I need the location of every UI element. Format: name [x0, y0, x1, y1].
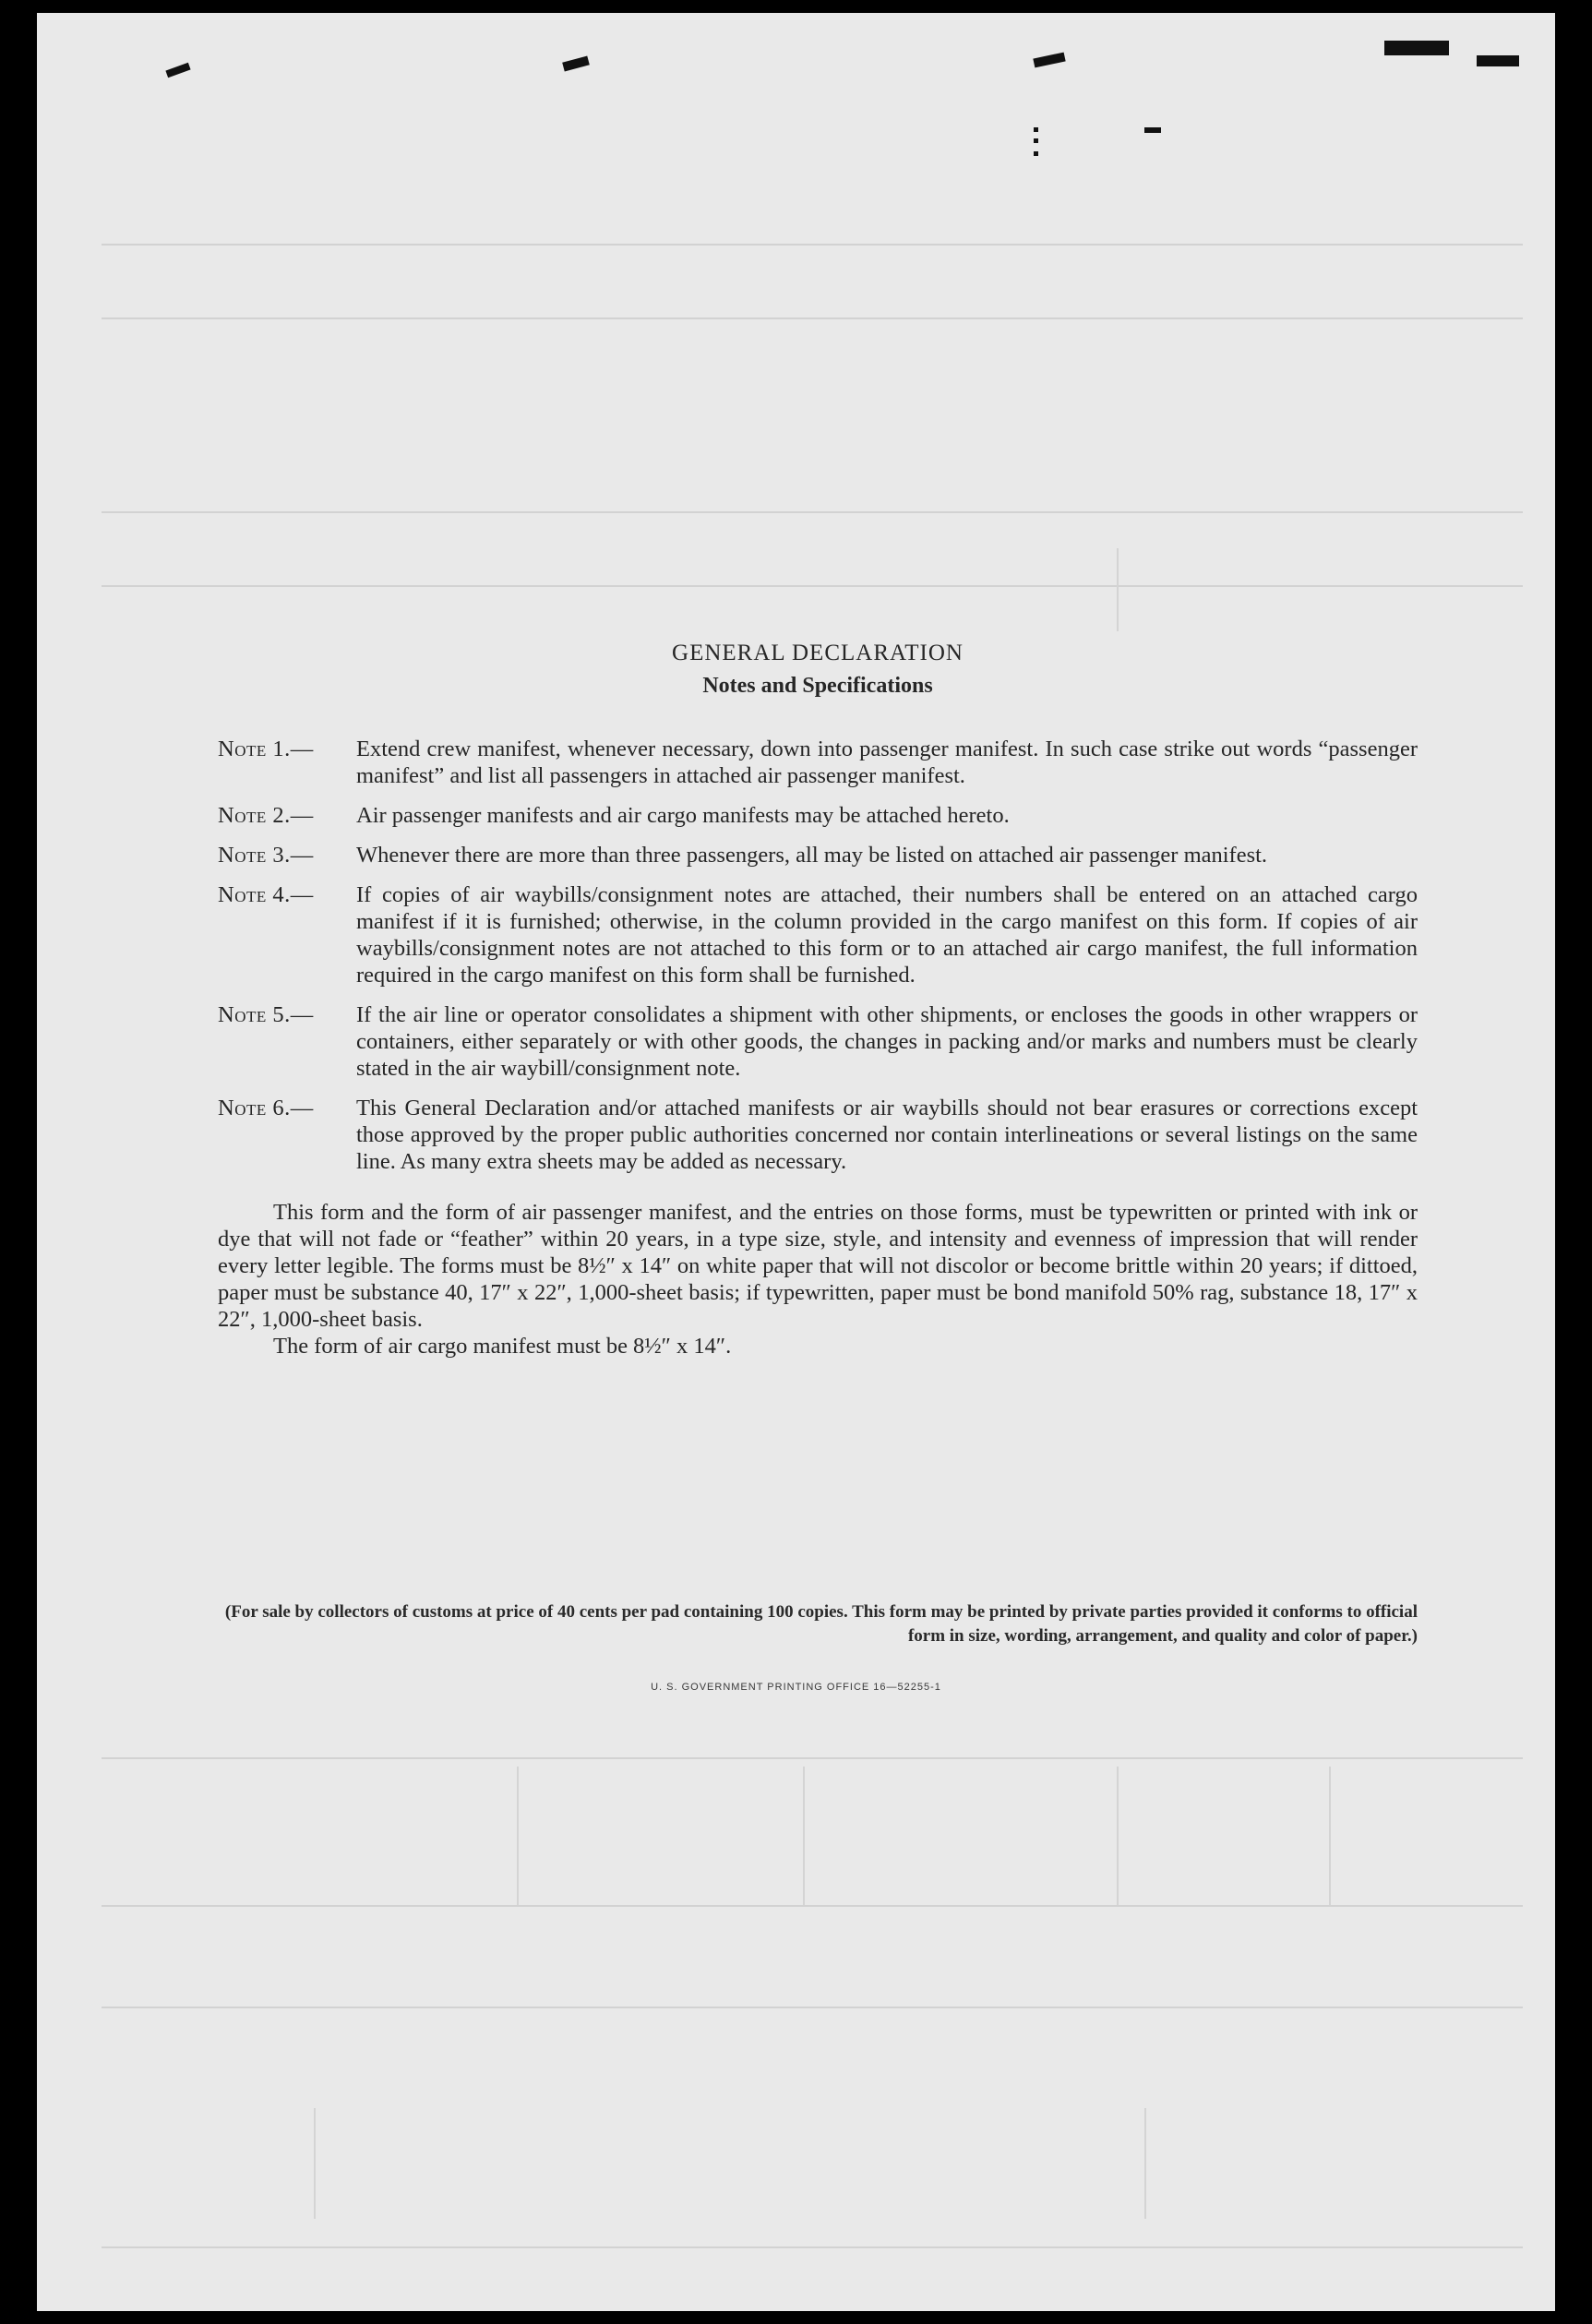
- printer-imprint: U. S. GOVERNMENT PRINTING OFFICE 16—52255-1: [651, 1682, 941, 1693]
- notes-section: [218, 641, 1418, 1360]
- note-text: Whenever there are more than three passengers, all may be listed on attached air passenger manifest.: [356, 843, 1268, 868]
- note-tag: Note 5.—: [218, 1002, 314, 1027]
- note-item: [218, 802, 1418, 829]
- specification-paragraph: This form and the form of air passenger manifest, and the entries on those forms, must be typewritten or printed with ink or dye that will not fade or “feather” within 20 years, in a type size, style, and intensity and evenness of impression that will render every letter legible. The forms must be 8½″ x 14″ on white paper that will not discolor or become brittle within 20 years; if dittoed, paper must be substance 40, 17″ x 22″, 1,000-sheet basis; if typewritten, paper must be bond manifold 50% rag, substance 18, 17″ x 22″, 1,000-sheet basis.: [218, 1200, 1418, 1332]
- note-tag: Note 3.—: [218, 843, 314, 868]
- note-text: Extend crew manifest, whenever necessary, down into passenger manifest. In such case strike out words “passenger manifest” and list all passengers in attached air passenger manifest.: [356, 737, 1418, 788]
- note-text: If copies of air waybills/consignment notes are attached, their numbers shall be entered on an attached cargo manifest if it is furnished; otherwise, in the column provided in the cargo manifest on this form. If copies of air waybills/consignment notes are not attached to this form or to an attached air cargo manifest, the full information required in the cargo manifest on this form shall be furnished.: [356, 882, 1418, 988]
- document-page: [37, 13, 1555, 2311]
- note-text: If the air line or operator consolidates a shipment with other shipments, or encloses the goods in other wrappers or containers, either separately or with other goods, the changes in packing and/or marks and numbers must be clearly stated in the air waybill/consignment note.: [356, 1002, 1418, 1081]
- note-item: [218, 1001, 1418, 1082]
- note-tag: Note 2.—: [218, 803, 314, 828]
- note-tag: Note 1.—: [218, 737, 314, 761]
- note-text: This General Declaration and/or attached manifests or air waybills should not bear erasures or corrections except those approved by the proper public authorities concerned nor contain interlineations or several listings on the same line. As many extra sheets may be added as necessary.: [356, 1096, 1418, 1174]
- note-item: [218, 1095, 1418, 1175]
- document-title: GENERAL DECLARATION: [672, 641, 964, 665]
- note-item: [218, 842, 1418, 869]
- note-item: [218, 881, 1418, 988]
- note-item: [218, 736, 1418, 789]
- note-text: Air passenger manifests and air cargo manifests may be attached hereto.: [356, 803, 1010, 828]
- note-tag: Note 6.—: [218, 1096, 314, 1120]
- note-tag: Note 4.—: [218, 882, 314, 907]
- cargo-manifest-size-line: The form of air cargo manifest must be 8½″ x 14″.: [273, 1334, 732, 1359]
- document-subtitle: Notes and Specifications: [702, 674, 933, 698]
- sale-notice: (For sale by collectors of customs at price of 40 cents per pad containing 100 copies. This form may be printed by private parties provided it conforms to official form in size, wording, arrangement, and quality and color of paper.): [224, 1602, 1418, 1646]
